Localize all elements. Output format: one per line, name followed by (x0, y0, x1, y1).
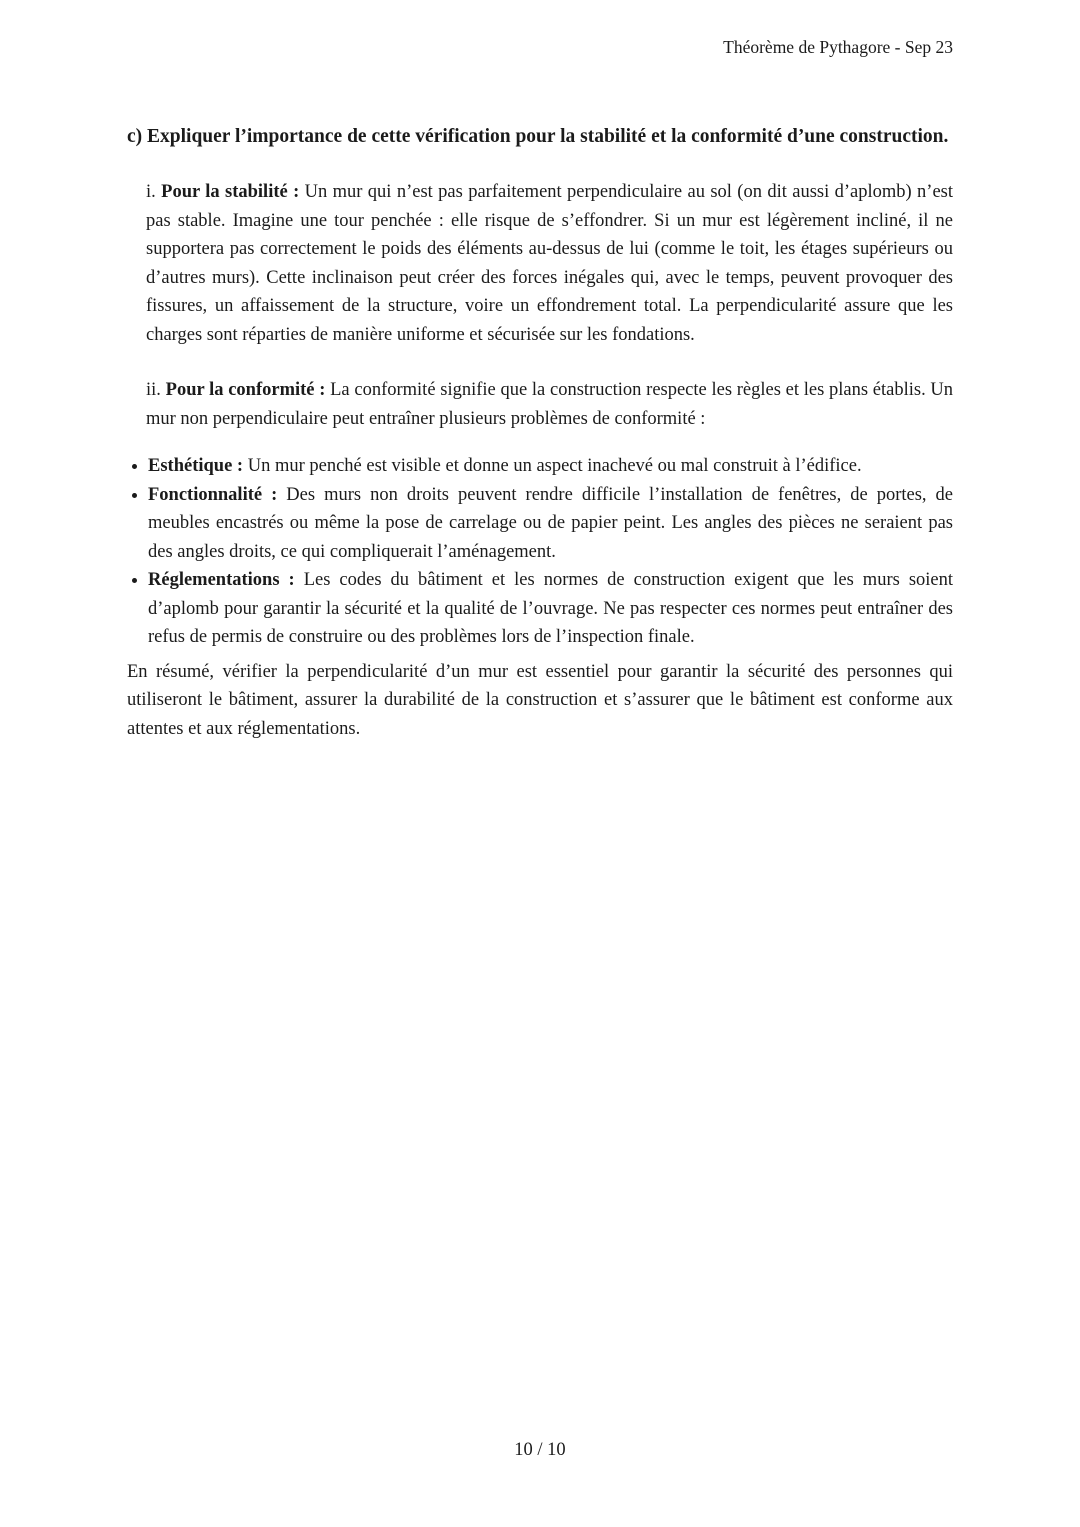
bullet-item-esthetique (127, 452, 953, 481)
paragraph-conformity (146, 376, 953, 433)
bullet-reglementations-lead: Réglementations : (148, 570, 295, 590)
conformity-bullet-list (127, 452, 953, 652)
roman-marker-ii: ii. (146, 380, 161, 400)
bullet-esthetique-text: Un mur penché est visible et donne un aspect inachevé ou mal construit à l’édifice. (247, 456, 862, 476)
roman-marker-i: i. (146, 182, 156, 202)
paragraph-stability (146, 178, 953, 349)
running-header: Théorème de Pythagore - Sep 23 (723, 37, 953, 57)
bullet-icon (132, 464, 137, 469)
bullet-icon (132, 578, 137, 583)
bullet-fonctionnalite-lead: Fonctionnalité : (148, 484, 278, 505)
paragraph-stability-text: Un mur qui n’est pas parfaitement perpendiculaire au sol (on dit aussi d’aplomb) n’est pas stable. Imagine une tour penchée : elle risque de s’effondrer. Si un mur est légèrement incliné, il ne supportera pas correctement le poids des éléments au-dessus de lui (comme le toit, les étages supérieurs ou d’autres murs). Cette inclinaison peut créer des forces inégales qui, avec le temps, peuvent provoquer des fissures, un affaissement de la structure, voire un effondrement total. La perpendicularité assure que les charges sont réparties de manière uniforme et sécurisée sur les fondations. (146, 182, 954, 345)
bullet-item-reglementations (127, 566, 953, 652)
summary-paragraph: En résumé, vérifier la perpendicularité d’un mur est essentiel pour garantir la sécurité des personnes qui utiliseront le bâtiment, assurer la durabilité de la construction et s’assurer que le bâtiment est conforme aux attentes et aux réglementations. (127, 661, 953, 739)
paragraph-conformity-lead: Pour la conformité : (165, 380, 326, 400)
bullet-esthetique-lead: Esthétique : (148, 456, 244, 476)
bullet-icon (132, 493, 137, 498)
bullet-reglementations-text: Les codes du bâtiment et les normes de construction exigent que les murs soient d’aplomb pour garantir la sécurité et la qualité de l’ouvrage. Ne pas respecter ces normes peut entraîner des refus de permis de construire ou des problèmes lors de l’inspection finale. (148, 570, 954, 647)
bullet-fonctionnalite-text: Des murs non droits peuvent rendre difficile l’installation de fenêtres, de portes, de meubles encastrés ou même la pose de carrelage ou de papier peint. Les angles des pièces ne seraient pas des angles droits, ce qui compliquerait l’aménagement. (148, 484, 954, 562)
page-number: 10 / 10 (514, 1440, 566, 1460)
question-heading: c) Expliquer l’importance de cette vérification pour la stabilité et la conformité d’une construction. (127, 126, 949, 147)
paragraph-stability-lead: Pour la stabilité : (161, 182, 300, 202)
bullet-item-fonctionnalite (127, 481, 953, 567)
paragraph-conformity-text: La conformité signifie que la construction respecte les règles et les plans établis. Un mur non perpendiculaire peut entraîner plusieurs problèmes de conformité : (146, 380, 954, 429)
